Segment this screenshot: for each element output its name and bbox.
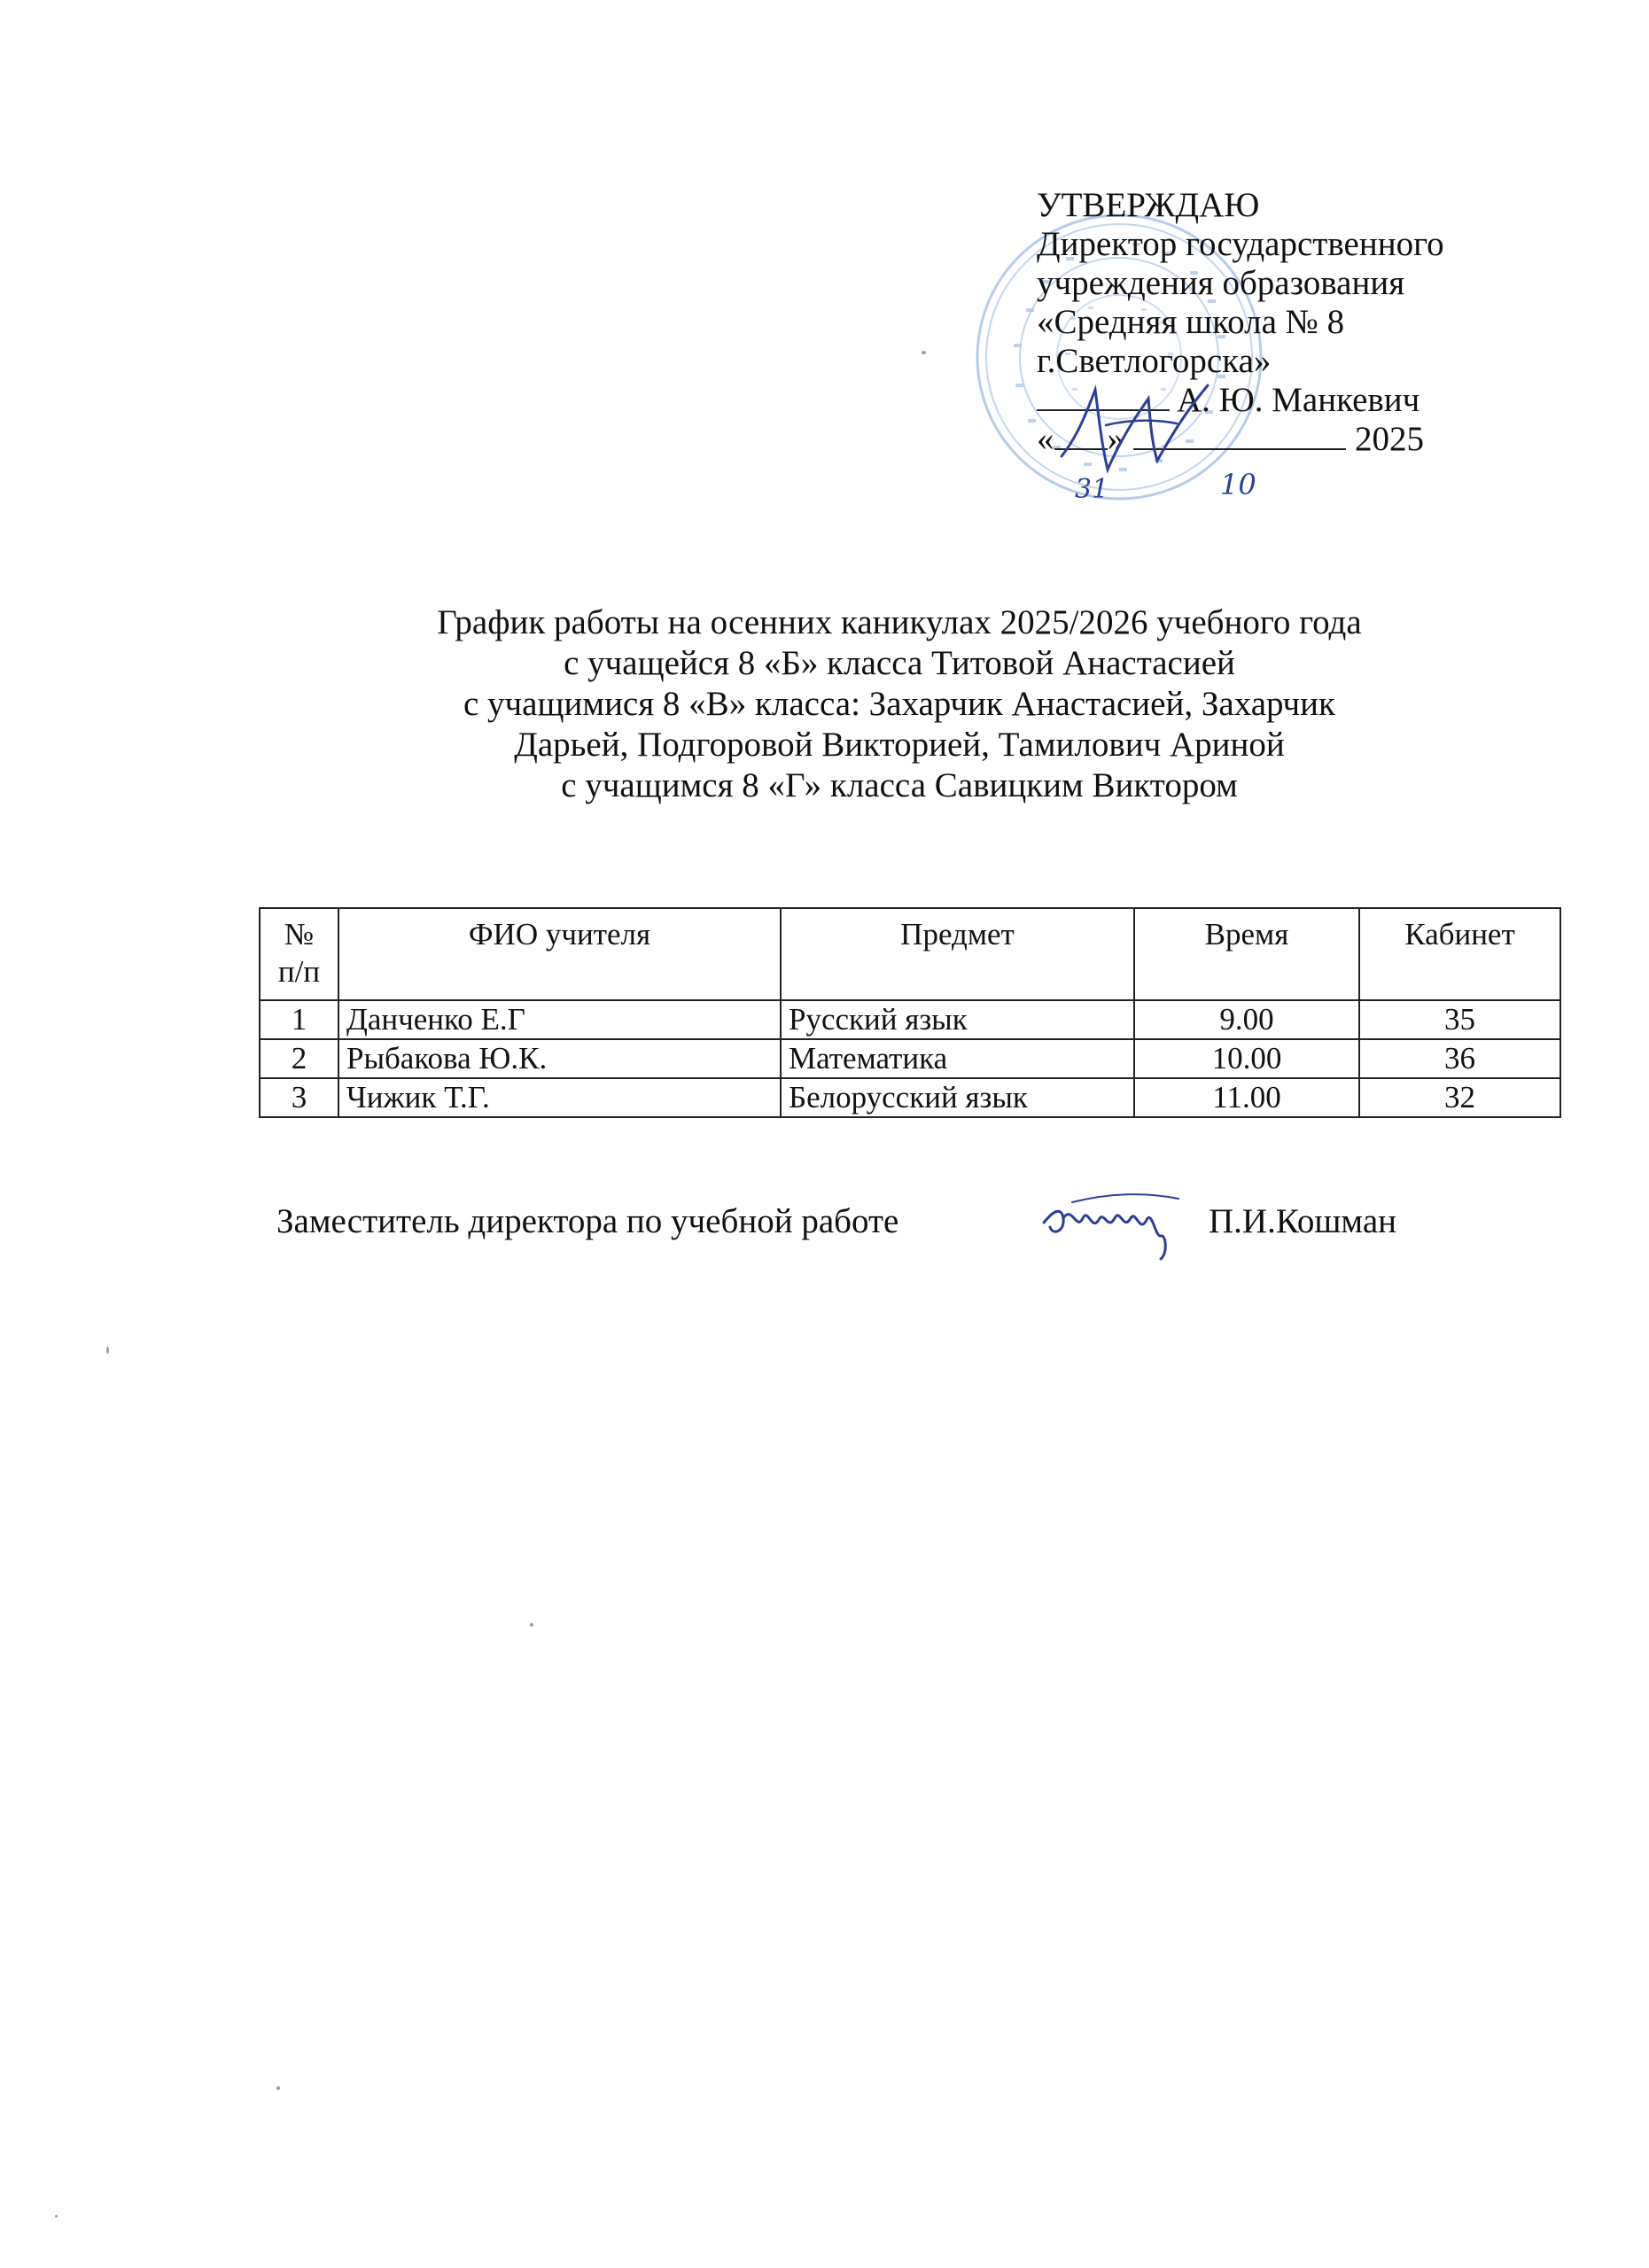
cell-room: 32 [1359,1078,1560,1117]
svg-text:31: 31 [1075,474,1109,505]
table-row [260,1078,1560,1117]
cell-teacher: Чижик Т.Г. [338,1078,781,1117]
cell-subject: Математика [781,1039,1134,1078]
title-line-1: График работы на осенних каникулах 2025/2026 учебного года [437,603,1362,641]
approval-line-3: «Средняя школа № 8 [1037,303,1345,341]
schedule-table [259,907,1561,1118]
approval-line-1: Директор государственного [1037,225,1444,263]
cell-time: 10.00 [1134,1039,1359,1078]
table-header-row [260,908,1560,1000]
cell-subject: Русский язык [781,1000,1134,1039]
table-row [260,1039,1560,1078]
cell-time: 9.00 [1134,1000,1359,1039]
approval-line-2: учреждения образования [1037,264,1405,302]
header-num: № п/п [260,908,338,1000]
cell-time: 11.00 [1134,1078,1359,1117]
director-name: А. Ю. Манкевич [1177,381,1420,419]
header-room: Кабинет [1359,908,1560,1000]
cell-room: 36 [1359,1039,1560,1078]
date-close-quote: » [1107,420,1124,458]
cell-num: 3 [260,1078,338,1117]
cell-subject: Белорусский язык [781,1078,1134,1117]
scan-speck [55,2215,58,2218]
cell-room: 35 [1359,1000,1560,1039]
table-row [260,1000,1560,1039]
approval-year: 2025 [1355,420,1424,458]
deputy-position: Заместитель директора по учебной работе [276,1202,899,1240]
date-open-quote: « [1037,420,1054,458]
deputy-name: П.И.Кошман [1209,1202,1397,1240]
document-title [292,602,1506,806]
approval-heading: УТВЕРЖДАЮ [1037,186,1260,224]
scan-speck [922,351,926,354]
handwritten-day [1068,470,1130,505]
cell-teacher: Данченко Е.Г [338,1000,781,1039]
cell-num: 1 [260,1000,338,1039]
approval-line-4: г.Светлогорска» [1037,342,1272,380]
header-teacher: ФИО учителя [338,908,781,1000]
scan-speck [530,1623,533,1627]
title-line-4: Дарьей, Подгоровой Викторией, Тамилович Ариной [514,726,1285,764]
scan-speck [106,1347,109,1354]
title-line-5: с учащимся 8 «Г» класса Савицким Виктором [561,766,1238,804]
title-line-3: с учащимися 8 «В» класса: Захарчик Анастасией, Захарчик [463,685,1335,723]
title-line-2: с учащейся 8 «Б» класса Титовой Анастасией [564,644,1235,682]
cell-num: 2 [260,1039,338,1078]
cell-teacher: Рыбакова Ю.К. [338,1039,781,1078]
header-time: Время [1134,908,1359,1000]
header-subject: Предмет [781,908,1134,1000]
deputy-signature-icon [1037,1183,1187,1262]
handwritten-month [1210,465,1289,505]
scan-speck [276,2086,280,2090]
svg-text:10: 10 [1220,468,1256,501]
